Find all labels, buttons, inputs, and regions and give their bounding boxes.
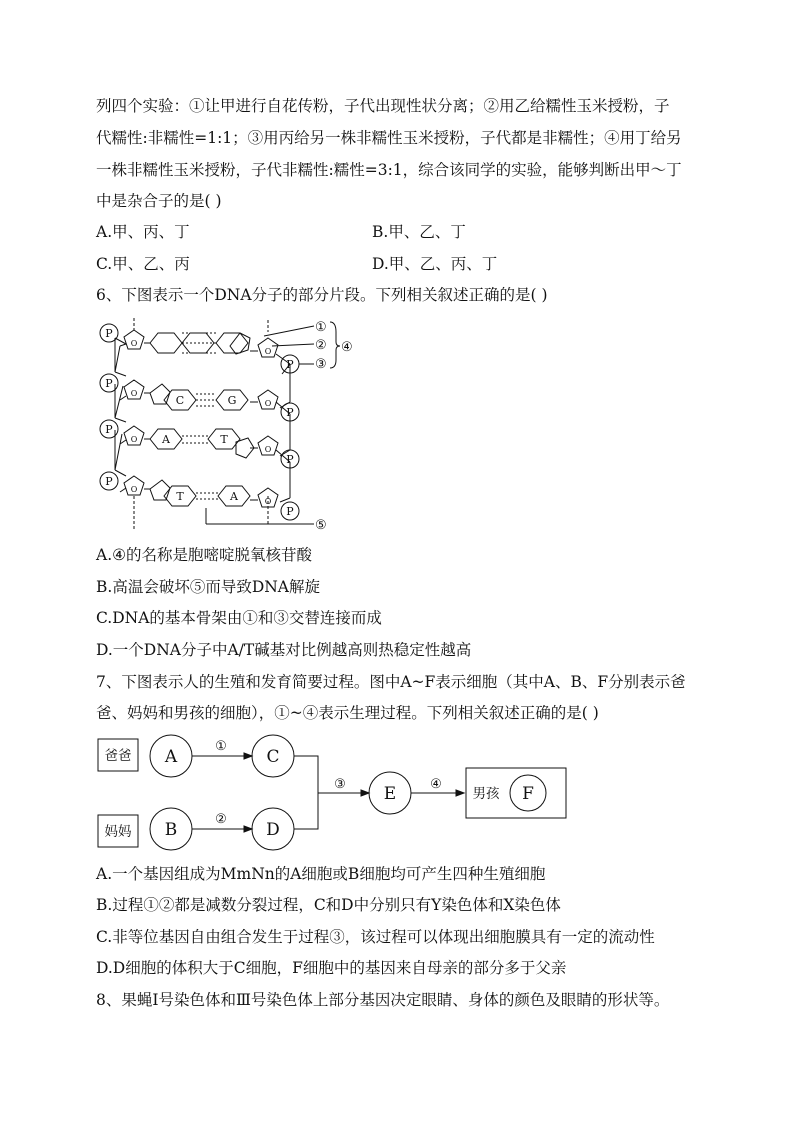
q6-option-a: A.④的名称是胞嘧啶脱氧核苷酸 [96,546,313,564]
step-3-label: ③ [334,777,346,792]
base-c-label: C [175,394,185,407]
dad-label: 爸爸 [104,748,132,764]
callout-1: ① [315,320,327,335]
callout-3: ③ [315,357,327,372]
boy-label: 男孩 [472,786,500,802]
sugar-oxygen-label: O [130,389,138,398]
cell-f-label: F [522,784,534,804]
q5-option-d: D.甲、乙、丙、丁 [372,255,498,273]
q6-option-b: B.高温会破坏⑤而导致DNA解旋 [96,578,321,596]
phosphate-label: P [105,423,113,436]
phosphate-label: P [286,453,294,466]
q7-option-d: D.D细胞的体积大于C细胞，F细胞中的基因来自母亲的部分多于父亲 [96,959,567,977]
q6-option-c: C.DNA的基本骨架由①和③交替连接而成 [96,609,382,627]
q5-option-c: C.甲、乙、丙 [96,255,190,273]
q8-stem: 8、果蝇Ⅰ号染色体和Ⅲ号染色体上部分基因决定眼睛、身体的颜色及眼睛的形状等。 [96,991,670,1009]
base-t-label: T [176,490,184,503]
cell-e-label: E [383,784,397,804]
reproduction-flow-diagram [96,733,586,861]
q7-option-a: A.一个基因组成为MmNn的A细胞或B细胞均可产生四种生殖细胞 [96,865,546,883]
base-a-label: A [230,490,238,503]
cell-b-label: B [164,820,178,840]
callout-2: ② [315,338,327,353]
sugar-oxygen-label: O [264,497,272,506]
q5-line-4: 中是杂合子的是( ) [96,192,222,210]
q7-option-b: B.过程①②都是减数分裂过程，C和D中分别只有Y染色体和X染色体 [96,896,561,914]
q6-option-d: D.一个DNA分子中A/T碱基对比例越高则热稳定性越高 [96,641,472,659]
q6-stem: 6、下图表示一个DNA分子的部分片段。下列相关叙述正确的是( ) [96,286,548,304]
dna-diagram [90,316,360,536]
cell-d-label: D [266,820,280,840]
q5-option-a: A.甲、丙、丁 [96,223,190,241]
sugar-oxygen-label: O [130,485,138,494]
sugar-oxygen-label: O [264,347,272,356]
phosphate-label: P [286,406,294,419]
sugar-oxygen-label: O [264,445,272,454]
q7-stem-line-2: 爸、妈妈和男孩的细胞），①~④表示生理过程。下列相关叙述正确的是( ) [96,704,599,722]
cell-a-label: A [164,747,178,767]
step-4-label: ④ [430,777,442,792]
sugar-oxygen-label: O [130,339,138,348]
q7-stem-line-1: 7、下图表示人的生殖和发育简要过程。图中A~F表示细胞（其中A、B、F分别表示爸 [96,673,686,691]
q7-option-c: C.非等位基因自由组合发生于过程③，该过程可以体现出细胞膜具有一定的流动性 [96,928,655,946]
phosphate-label: P [105,475,113,488]
mom-label: 妈妈 [104,824,132,840]
callout-4: ④ [341,340,353,355]
phosphate-label: P [286,505,294,518]
cell-c-label: C [266,747,280,767]
callout-5: ⑤ [315,518,327,533]
sugar-oxygen-label: O [264,399,272,408]
base-t-label: T [220,433,228,446]
q5-option-b: B.甲、乙、丁 [372,223,466,241]
step-1-label: ① [215,739,227,754]
phosphate-label: P [105,327,113,340]
sugar-oxygen-label: O [130,435,138,444]
phosphate-label: P [105,377,113,390]
base-a-label: A [162,433,170,446]
base-g-label: G [227,394,237,407]
q5-line-3: 一株非糯性玉米授粉，子代非糯性:糯性=3:1，综合该同学的实验，能够判断出甲～丁 [96,161,682,179]
q5-line-1: 列四个实验：①让甲进行自花传粉，子代出现性状分离；②用乙给糯性玉米授粉，子 [96,97,670,115]
phosphate-label: P [286,358,294,371]
step-2-label: ② [215,812,227,827]
q5-line-2: 代糯性:非糯性=1:1；③用丙给另一株非糯性玉米授粉，子代都是非糯性；④用丁给另 [96,129,682,147]
